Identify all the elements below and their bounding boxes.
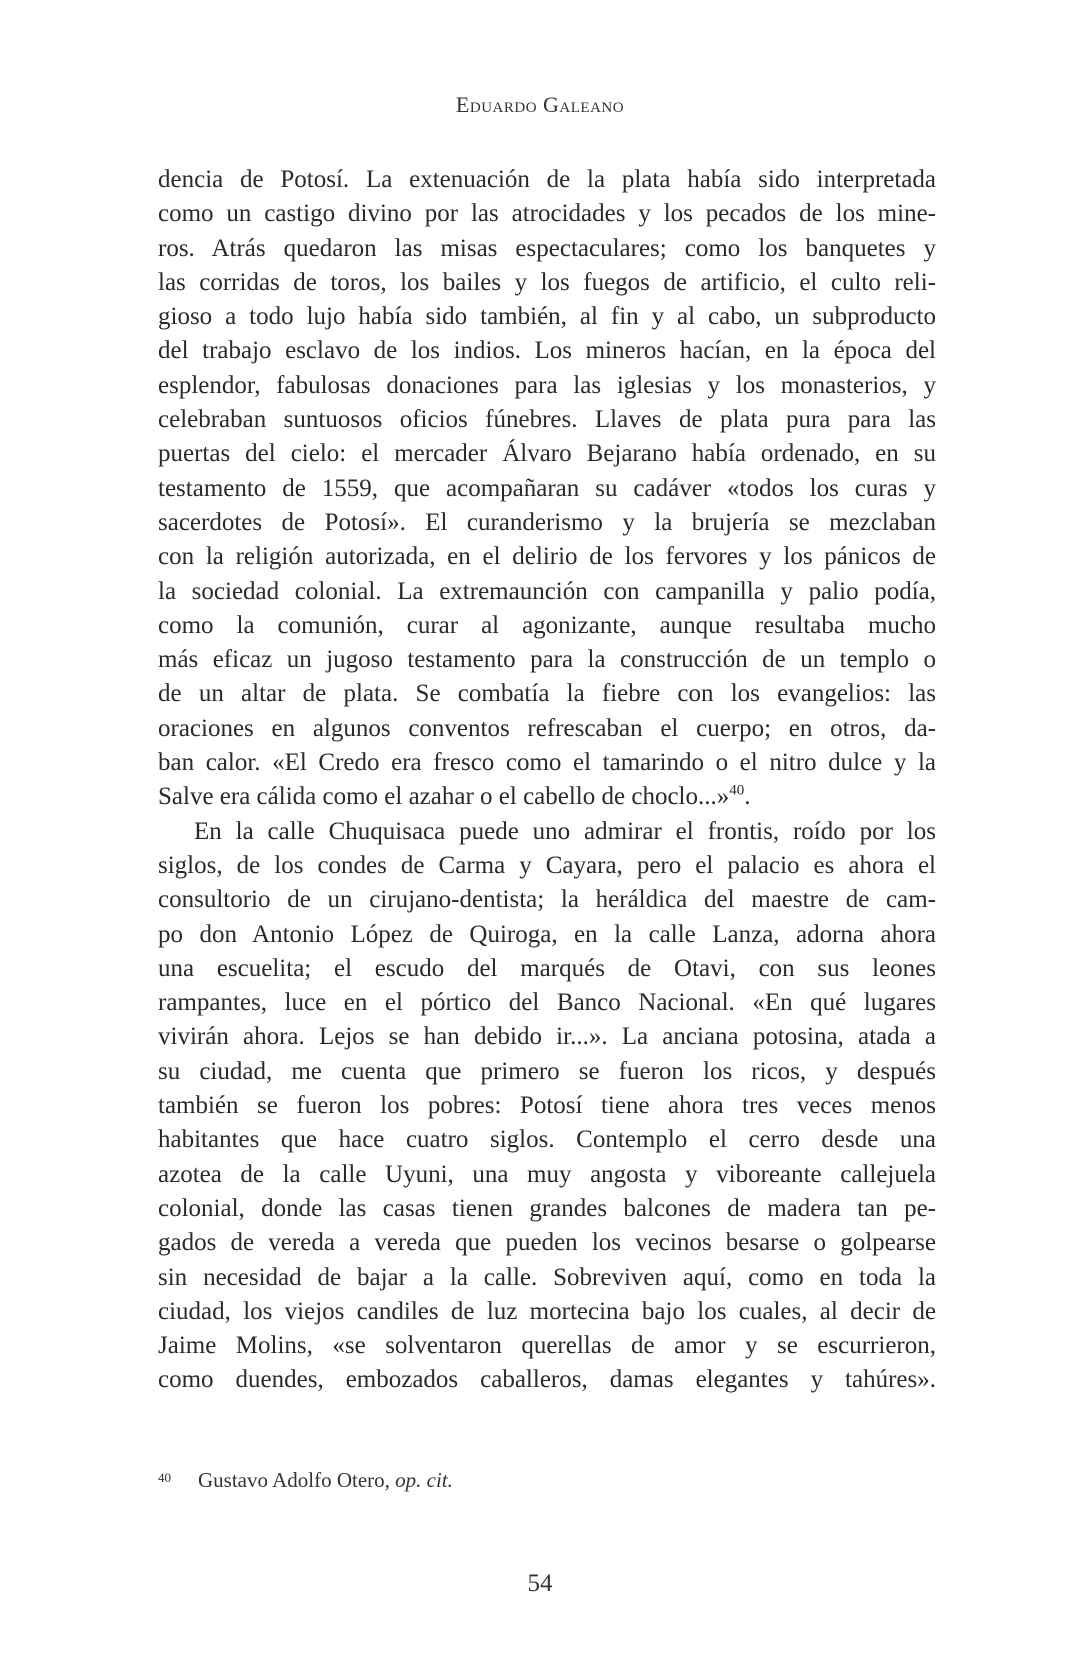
text-line: del trabajo esclavo de los indios. Los mineros hacían, en la época del — [158, 337, 936, 365]
text-line-paragraph-end — [158, 780, 936, 814]
text-line: celebraban suntuosos oficios fúnebres. Llaves de plata pura para las — [158, 406, 936, 434]
text-line: gioso a todo lujo había sido también, al fin y al cabo, un subproducto — [158, 303, 936, 331]
text-line: gados de vereda a vereda que pueden los vecinos besarse o golpearse — [158, 1229, 936, 1257]
text-line-paragraph-start: En la calle Chuquisaca puede uno admirar el frontis, roído por los — [194, 817, 936, 845]
text-line: Jaime Molins, «se solventaron querellas de amor y se escurrieron, — [158, 1332, 936, 1360]
text-line: consultorio de un cirujano-dentista; la heráldica del maestre de cam- — [158, 886, 936, 914]
footnote-italic: op. cit. — [395, 1468, 453, 1492]
text-line: po don Antonio López de Quiroga, en la calle Lanza, adorna ahora — [158, 920, 936, 948]
footnote — [158, 1468, 453, 1493]
footnote-text: Gustavo Adolfo Otero, — [198, 1468, 396, 1492]
text-line: las corridas de toros, los bailes y los fuegos de artificio, el culto reli- — [158, 268, 936, 296]
text-line: testamento de 1559, que acompañaran su cadáver «todos los curas y — [158, 474, 936, 502]
text-line: de un altar de plata. Se combatía la fiebre con los evangelios: las — [158, 680, 936, 708]
text-line: también se fueron los pobres: Potosí tiene ahora tres veces menos — [158, 1092, 936, 1120]
text-line: una escuelita; el escudo del marqués de Otavi, con sus leones — [158, 954, 936, 982]
text-line: la sociedad colonial. La extremaunción con campanilla y palio podía, — [158, 577, 936, 605]
text-line: siglos, de los condes de Carma y Cayara, pero el palacio es ahora el — [158, 851, 936, 879]
text-line: sacerdotes de Potosí». El curanderismo y la brujería se mezclaban — [158, 508, 936, 536]
trailing-period: . — [744, 783, 751, 811]
text-line: esplendor, fabulosas donaciones para las iglesias y los monasterios, y — [158, 371, 936, 399]
text-line: sin necesidad de bajar a la calle. Sobreviven aquí, como en toda la — [158, 1263, 936, 1291]
footnote-reference[interactable]: 40 — [729, 783, 745, 800]
text-line: ban calor. «El Credo era fresco como el tamarindo o el nitro dulce y la — [158, 749, 936, 777]
text-line: como un castigo divino por las atrocidades y los pecados de los mine- — [158, 200, 936, 228]
text-line: rampantes, luce en el pórtico del Banco Nacional. «En qué lugares — [158, 989, 936, 1017]
text-line: puertas del cielo: el mercader Álvaro Bejarano había ordenado, en su — [158, 440, 936, 468]
text-line: su ciudad, me cuenta que primero se fueron los ricos, y después — [158, 1057, 936, 1085]
text-line: azotea de la calle Uyuni, una muy angosta y viboreante callejuela — [158, 1160, 936, 1188]
page-number: 54 — [527, 1570, 553, 1597]
text-line: como la comunión, curar al agonizante, aunque resultaba mucho — [158, 611, 936, 639]
text-line: más eficaz un jugoso testamento para la construcción de un templo o — [158, 646, 936, 674]
text-line: vivirán ahora. Lejos se han debido ir...». La anciana potosina, atada a — [158, 1023, 936, 1051]
text-line: habitantes que hace cuatro siglos. Contemplo el cerro desde una — [158, 1126, 936, 1154]
text-line: colonial, donde las casas tienen grandes balcones de madera tan pe- — [158, 1194, 936, 1222]
text-line: con la religión autorizada, en el delirio de los fervores y los pánicos de — [158, 543, 936, 571]
text-line: oraciones en algunos conventos refrescaban el cuerpo; en otros, da- — [158, 714, 936, 742]
footnote-number: 40 — [158, 1470, 171, 1485]
text-line: ciudad, los viejos candiles de luz mortecina bajo los cuales, al decir de — [158, 1297, 936, 1325]
text-line: dencia de Potosí. La extenuación de la plata había sido interpretada — [158, 166, 936, 193]
text-line-content: Salve era cálida como el azahar o el cabello de choclo...» — [158, 783, 730, 811]
body-text — [158, 163, 936, 1398]
text-line: ros. Atrás quedaron las misas espectaculares; como los banquetes y — [158, 234, 936, 262]
running-head: Eduardo Galeano — [455, 92, 625, 117]
text-line-paragraph-end: como duendes, embozados caballeros, damas elegantes y tahúres». — [158, 1366, 936, 1394]
